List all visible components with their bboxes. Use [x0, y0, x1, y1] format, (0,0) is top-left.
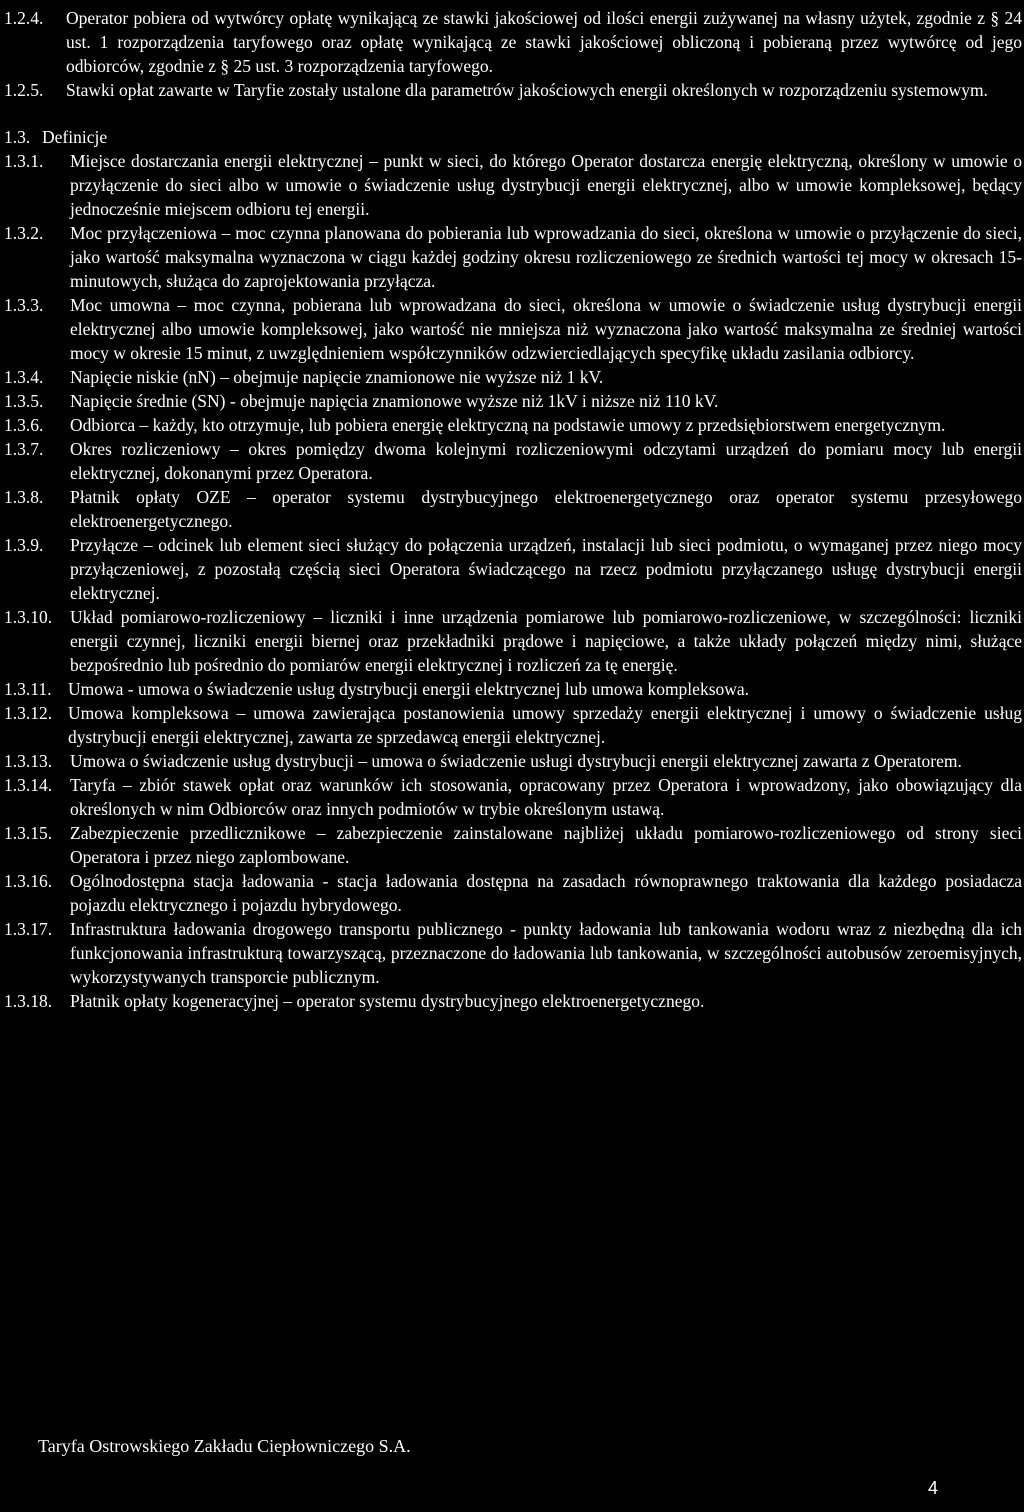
definition-1-3-8	[4, 485, 1022, 533]
clause-text: Operator pobiera od wytwórcy opłatę wynikającą ze stawki jakościowej od ilości energii zużywanej na własny użytek, zgodnie z § 24 ust. 1 rozporządzenia taryfowego oraz opłatę wynikającą ze stawki jakościowej obliczoną i pobieraną przez wytwórcę od jego odbiorców, zgodnie z § 25 ust. 3 rozporządzenia taryfowego.	[66, 8, 1022, 76]
definition-text: Płatnik opłaty kogeneracyjnej – operator systemu dystrybucyjnego elektroenergetycznego.	[70, 991, 705, 1011]
definition-1-3-14	[4, 773, 1022, 821]
definition-1-3-11	[4, 677, 1022, 701]
definition-number: 1.3.15.	[4, 823, 53, 843]
definition-1-3-16	[4, 869, 1022, 917]
definition-number: 1.3.12.	[4, 703, 53, 723]
definition-text: Napięcie niskie (nN) – obejmuje napięcie znamionowe nie wyższe niż 1 kV.	[70, 367, 604, 387]
definition-number: 1.3.14.	[4, 775, 53, 795]
definition-number: 1.3.9.	[4, 535, 44, 555]
definition-text: Umowa o świadczenie usług dystrybucji – umowa o świadczenie usługi dystrybucji energii elektrycznej zawarta z Operatorem.	[70, 751, 962, 771]
clause-number: 1.2.5.	[4, 80, 44, 100]
clause-text: Stawki opłat zawarte w Taryfie zostały ustalone dla parametrów jakościowych energii określonych w rozporządzeniu systemowym.	[66, 80, 988, 100]
definition-text: Moc przyłączeniowa – moc czynna planowana do pobierania lub wprowadzania do sieci, określona w umowie o przyłączenie do sieci, jako wartość maksymalna wyznaczona w ciągu każdej godziny okresu rozliczeniowego ze średnich wartości tej mocy w okresach 15-minutowych, służąca do zaprojektowania przyłącza.	[70, 223, 1022, 291]
definition-1-3-5	[4, 389, 1022, 413]
definition-1-3-6	[4, 413, 1022, 437]
definition-number: 1.3.13.	[4, 751, 53, 771]
definition-number: 1.3.2.	[4, 223, 44, 243]
clause-number: 1.2.4.	[4, 8, 44, 28]
definition-number: 1.3.17.	[4, 919, 53, 939]
definition-text: Umowa kompleksowa – umowa zawierająca postanowienia umowy sprzedaży energii elektrycznej i umowy o świadczenie usług dystrybucji energii elektrycznej, zawarta ze sprzedawcą energii elektrycznej.	[68, 703, 1022, 747]
definition-text: Moc umowna – moc czynna, pobierana lub wprowadzana do sieci, określona w umowie o świadczenie usług dystrybucji energii elektrycznej albo umowie kompleksowej, jako wartość nie mniejsza niż wyznaczona jako wartość maksymalna ze średniej wartości mocy w okresie 15 minut, z uwzględnieniem współczynników odzwierciedlających specyfikę układu zasilania odbiorcy.	[70, 295, 1022, 363]
definition-1-3-10	[4, 605, 1022, 677]
definition-text: Przyłącze – odcinek lub element sieci służący do połączenia urządzeń, instalacji lub sieci podmiotu, o wymaganej przez niego mocy przyłączeniowej, z pozostałą częścią sieci Operatora świadczącego na rzecz podmiotu przyłączanego usługę dystrybucji energii elektrycznej.	[70, 535, 1022, 603]
clause-1-2-5	[4, 78, 1022, 102]
definition-number: 1.3.10.	[4, 607, 53, 627]
definition-text: Taryfa – zbiór stawek opłat oraz warunków ich stosowania, opracowany przez Operatora i wprowadzony, jako obowiązujący dla określonych w nim Odbiorców oraz innych podmiotów w trybie określonym ustawą.	[70, 775, 1022, 819]
definition-number: 1.3.18.	[4, 991, 53, 1011]
definition-1-3-18	[4, 989, 1022, 1013]
definition-text: Zabezpieczenie przedlicznikowe – zabezpieczenie zainstalowane najbliżej układu pomiarowo-rozliczeniowego od strony sieci Operatora i przez niego zaplombowane.	[70, 823, 1022, 867]
definition-text: Okres rozliczeniowy – okres pomiędzy dwoma kolejnymi rozliczeniowymi odczytami urządzeń do pomiaru mocy lub energii elektrycznej, dokonanymi przez Operatora.	[70, 439, 1022, 483]
definition-number: 1.3.1.	[4, 151, 44, 171]
definition-1-3-4	[4, 365, 1022, 389]
definition-number: 1.3.16.	[4, 871, 53, 891]
definition-1-3-17	[4, 917, 1022, 989]
section-heading	[4, 125, 1022, 149]
definition-text: Ogólnodostępna stacja ładowania - stacja ładowania dostępna na zasadach równoprawnego traktowania dla każdego posiadacza pojazdu elektrycznego i pojazdu hybrydowego.	[70, 871, 1022, 915]
definition-text: Napięcie średnie (SN) - obejmuje napięcia znamionowe wyższe niż 1kV i niższe niż 110 kV.	[70, 391, 719, 411]
definition-text: Miejsce dostarczania energii elektrycznej – punkt w sieci, do którego Operator dostarcza energię elektryczną, określony w umowie o przyłączenie do sieci albo w umowie o świadczenie usług dystrybucji energii elektrycznej, albo w umowie kompleksowej, będący jednocześnie miejscem odbioru tej energii.	[70, 151, 1022, 219]
definition-number: 1.3.8.	[4, 487, 44, 507]
definition-text: Układ pomiarowo-rozliczeniowy – liczniki i inne urządzenia pomiarowe lub pomiarowo-rozliczeniowe, w szczególności: liczniki energii czynnej, liczniki energii biernej oraz przekładniki prądowe i napięciowe, a także układy połączeń między nimi, służące bezpośrednio lub pośrednio do pomiarów energii elektrycznej i rozliczeń za tę energię.	[70, 607, 1022, 675]
section-number: 1.3.	[4, 127, 31, 147]
definition-1-3-13	[4, 749, 1022, 773]
definition-text: Płatnik opłaty OZE – operator systemu dystrybucyjnego elektroenergetycznego oraz operator systemu przesyłowego elektroenergetycznego.	[70, 487, 1022, 531]
definition-number: 1.3.7.	[4, 439, 44, 459]
definition-number: 1.3.4.	[4, 367, 44, 387]
definition-1-3-3	[4, 293, 1022, 365]
section-title: Definicje	[42, 127, 108, 147]
definition-text: Infrastruktura ładowania drogowego transportu publicznego - punkty ładowania lub tankowania wodoru wraz z niezbędną dla ich funkcjonowania infrastrukturą towarzyszącą, przeznaczone do ładowania lub tankowania, w szczególności autobusów zeroemisyjnych, wykorzystywanych transporcie publicznym.	[70, 919, 1022, 987]
definition-text: Odbiorca – każdy, kto otrzymuje, lub pobiera energię elektryczną na podstawie umowy z przedsiębiorstwem energetycznym.	[70, 415, 946, 435]
definition-1-3-12	[4, 701, 1022, 749]
definition-1-3-2	[4, 221, 1022, 293]
definition-number: 1.3.11.	[4, 679, 52, 699]
definition-number: 1.3.5.	[4, 391, 44, 411]
clause-1-2-4	[4, 6, 1022, 78]
document-footer: Taryfa Ostrowskiego Zakładu Ciepłowniczego S.A.	[38, 1436, 411, 1456]
definition-number: 1.3.3.	[4, 295, 44, 315]
definition-text: Umowa - umowa o świadczenie usług dystrybucji energii elektrycznej lub umowa kompleksowa.	[68, 679, 750, 699]
definition-1-3-9	[4, 533, 1022, 605]
definition-1-3-1	[4, 149, 1022, 221]
page-number: 4	[927, 1478, 938, 1498]
definition-1-3-15	[4, 821, 1022, 869]
definition-1-3-7	[4, 437, 1022, 485]
definition-number: 1.3.6.	[4, 415, 44, 435]
